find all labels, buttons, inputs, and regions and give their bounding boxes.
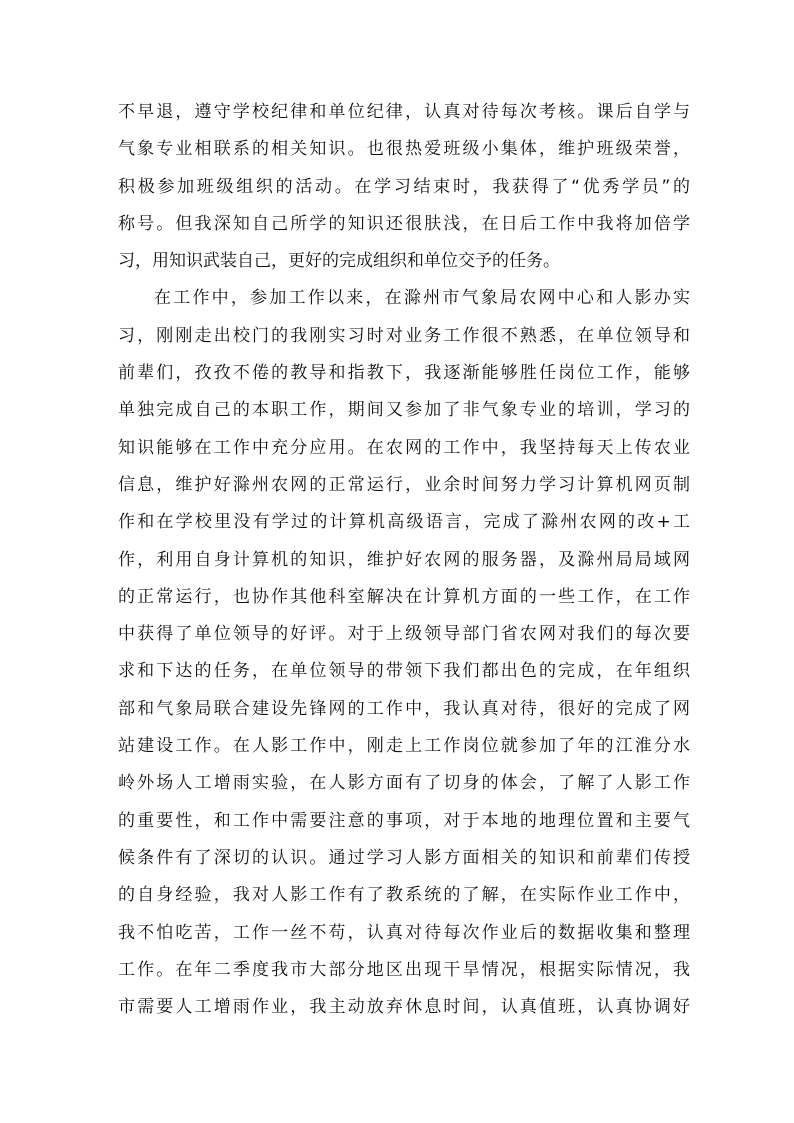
text-line: 中获得了单位领导的好评。对于上级领导部门省农网对我们的每次要	[118, 624, 690, 645]
text-line: 习，刚刚走出校门的我刚实习时对业务工作很不熟悉，在单位领导和	[118, 325, 690, 346]
text-line: 的自身经验，我对人影工作有了教系统的了解，在实际作业工作中，	[118, 885, 690, 906]
text-line: 习，用知识武装自己，更好的完成组织和单位交予的任务。	[118, 251, 560, 272]
text-line: 积极参加班级组织的活动。在学习结束时，我获得了“优秀学员”的	[118, 176, 690, 197]
text-line: 的正常运行，也协作其他科室解决在计算机方面的一些工作，在工作	[118, 586, 690, 607]
text-line: 部和气象局联合建设先锋网的工作中，我认真对待，很好的完成了网	[118, 698, 690, 719]
text-line: 候条件有了深切的认识。通过学习人影方面相关的知识和前辈们传授	[118, 847, 690, 868]
text-line: 信息，维护好滁州农网的正常运行，业余时间努力学习计算机网页制	[118, 474, 690, 495]
text-line: 知识能够在工作中充分应用。在农网的工作中，我坚持每天上传农业	[118, 437, 690, 458]
text-line: 求和下达的任务，在单位领导的带领下我们都出色的完成，在年组织	[118, 661, 690, 682]
text-line: 气象专业相联系的相关知识。也很热爱班级小集体，维护班级荣誉，	[118, 139, 690, 160]
text-line: 前辈们，孜孜不倦的教导和指教下，我逐渐能够胜任岗位工作，能够	[118, 363, 690, 384]
text-line: 市需要人工增雨作业，我主动放弃休息时间，认真值班，认真协调好	[118, 997, 690, 1018]
text-line: 站建设工作。在人影工作中，刚走上工作岗位就参加了年的江淮分水	[118, 736, 690, 757]
document-body	[118, 94, 690, 1026]
text-line: 岭外场人工增雨实验，在人影方面有了切身的体会，了解了人影工作	[118, 773, 690, 794]
paragraph-study	[118, 94, 690, 280]
text-line: 单独完成自己的本职工作，期间又参加了非气象专业的培训，学习的	[118, 400, 690, 421]
text-line: 工作。在年二季度我市大部分地区出现干旱情况，根据实际情况，我	[118, 959, 690, 980]
text-line: 在工作中，参加工作以来，在滁州市气象局农网中心和人影办实	[154, 288, 690, 309]
text-line: 我不怕吃苦，工作一丝不苟，认真对待每次作业后的数据收集和整理	[118, 922, 690, 943]
text-line: 作，利用自身计算机的知识，维护好农网的服务器，及滁州局局域网	[118, 549, 690, 570]
text-line: 不早退，遵守学校纪律和单位纪律，认真对待每次考核。课后自学与	[118, 102, 690, 122]
text-line: 的重要性，和工作中需要注意的事项，对于本地的地理位置和主要气	[118, 810, 690, 831]
text-line: 称号。但我深知自己所学的知识还很肤浅，在日后工作中我将加倍学	[118, 213, 690, 234]
paragraph-work	[118, 280, 690, 1026]
text-line: 作和在学校里没有学过的计算机高级语言，完成了滁州农网的改+工	[118, 512, 690, 533]
